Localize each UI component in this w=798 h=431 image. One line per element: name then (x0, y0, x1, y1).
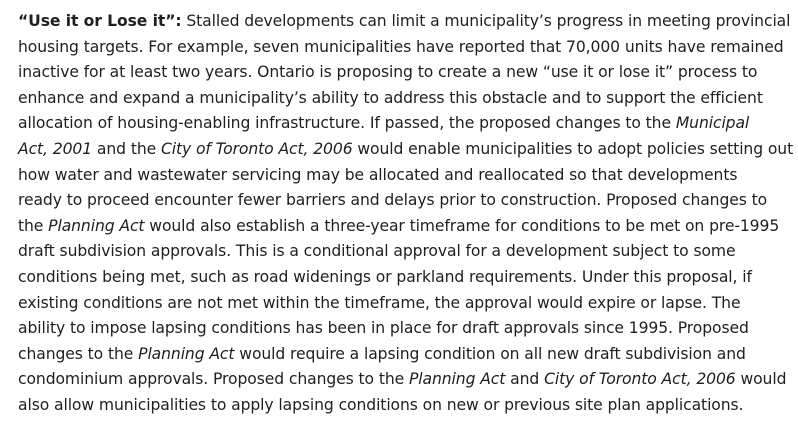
text-run: would require a lapsing condition on all new draft subdivision and (234, 344, 746, 363)
text-line (18, 316, 788, 342)
text-run: enhance and expand a municipality’s ability to address this obstacle and to support the efficient (18, 88, 763, 107)
italic-act-name: Planning Act (48, 216, 145, 235)
text-run: would enable municipalities to adopt policies setting out (352, 139, 794, 158)
text-line (18, 291, 788, 317)
text-run: condominium approvals. Proposed changes to the (18, 370, 409, 389)
text-run: would (735, 370, 787, 389)
italic-act-name: City of Toronto Act, 2006 (544, 370, 736, 389)
text-line (18, 60, 788, 86)
italic-act-name: Act, 2001 (18, 139, 93, 158)
text-run: existing conditions are not met within the timeframe, the approval would expire or lapse. The (18, 293, 741, 312)
text-line (18, 163, 788, 189)
text-run: ready to proceed encounter fewer barriers and delays prior to construction. Proposed changes to (18, 191, 768, 210)
text-line (18, 367, 788, 393)
text-line (18, 111, 788, 137)
italic-act-name: Planning Act (138, 344, 235, 363)
italic-act-name: City of Toronto Act, 2006 (160, 139, 353, 158)
text-line (18, 137, 794, 163)
text-run: housing targets. For example, seven municipalities have reported that 70,000 units have remained (18, 37, 784, 56)
text-line (18, 214, 788, 240)
italic-act-name: Municipal (675, 114, 750, 133)
text-line (18, 9, 791, 35)
bold-heading-run: “Use it or Lose it”: (18, 12, 182, 30)
paragraph-lines (18, 9, 794, 419)
text-run: the (18, 216, 49, 235)
text-line (18, 188, 788, 214)
text-line (18, 342, 788, 368)
text-line (18, 35, 788, 61)
text-line (18, 86, 788, 112)
document-paragraph (18, 9, 794, 419)
text-run: also allow municipalities to apply lapsing conditions on new or previous site plan applications. (18, 395, 744, 414)
text-line (18, 393, 788, 419)
text-run: ability to impose lapsing conditions has been in place for draft approvals since 1995. Proposed (18, 319, 749, 338)
text-run: allocation of housing-enabling infrastructure. If passed, the proposed changes to the (18, 114, 676, 133)
italic-act-name: Planning Act (409, 370, 506, 389)
text-run: changes to the (18, 344, 139, 363)
text-run: would also establish a three-year timeframe for conditions to be met on pre-1995 (144, 216, 780, 235)
text-run: Stalled developments can limit a municipality’s progress in meeting provincial (181, 12, 791, 30)
text-run: inactive for at least two years. Ontario is proposing to create a new “use it or lose it” process to (18, 63, 758, 82)
text-run: conditions being met, such as road widenings or parkland requirements. Under this proposal, if (18, 267, 752, 286)
text-run: and (505, 370, 545, 389)
text-run: and the (92, 139, 161, 158)
text-line (18, 265, 788, 291)
text-run: draft subdivision approvals. This is a conditional approval for a development subject to some (18, 242, 736, 261)
text-run: how water and wastewater servicing may be allocated and reallocated so that developments (18, 165, 738, 184)
text-line (18, 239, 788, 265)
